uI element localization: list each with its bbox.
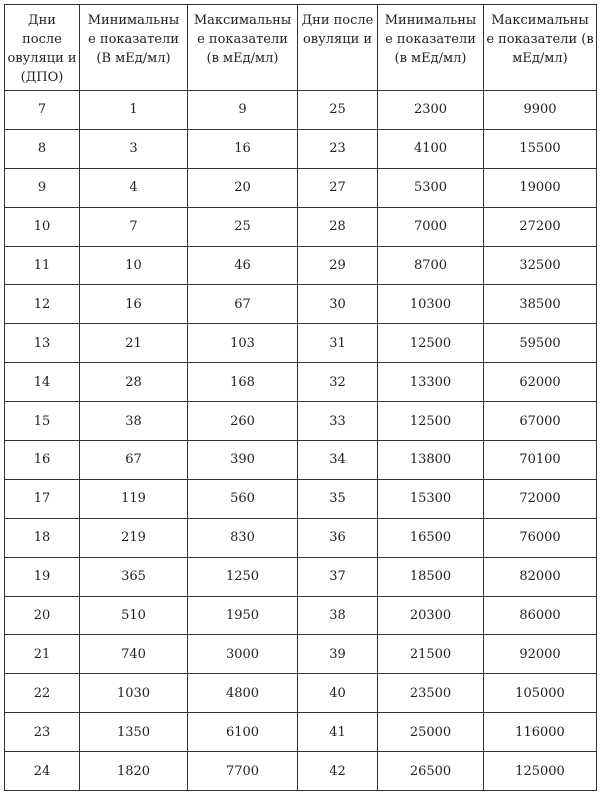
day-cell: 31 — [298, 324, 378, 363]
day-cell: 21 — [5, 635, 80, 674]
table-row — [5, 557, 597, 596]
max-cell: 20 — [188, 168, 298, 207]
max-cell: 70100 — [484, 441, 597, 480]
day-cell: 32 — [298, 363, 378, 402]
max-cell: 260 — [188, 402, 298, 441]
min-cell: 20300 — [378, 596, 484, 635]
max-cell: 62000 — [484, 363, 597, 402]
day-cell: 8 — [5, 129, 80, 168]
day-cell: 34 — [298, 441, 378, 480]
min-cell: 10300 — [378, 285, 484, 324]
table-row — [5, 713, 597, 752]
day-cell: 40 — [298, 674, 378, 713]
day-cell: 15 — [5, 402, 80, 441]
min-cell: 10 — [80, 246, 188, 285]
day-cell: 33 — [298, 402, 378, 441]
day-cell: 17 — [5, 479, 80, 518]
day-cell: 12 — [5, 285, 80, 324]
min-cell: 28 — [80, 363, 188, 402]
max-cell: 560 — [188, 479, 298, 518]
day-cell: 23 — [5, 713, 80, 752]
max-cell: 67000 — [484, 402, 597, 441]
min-cell: 25000 — [378, 713, 484, 752]
day-cell: 9 — [5, 168, 80, 207]
max-cell: 16 — [188, 129, 298, 168]
max-cell: 103 — [188, 324, 298, 363]
min-cell: 8700 — [378, 246, 484, 285]
header-max-2: Максимальны е показатели (в мЕд/мл) — [484, 5, 597, 91]
min-cell: 4 — [80, 168, 188, 207]
max-cell: 9 — [188, 91, 298, 130]
max-cell: 67 — [188, 285, 298, 324]
max-cell: 3000 — [188, 635, 298, 674]
min-cell: 16 — [80, 285, 188, 324]
day-cell: 11 — [5, 246, 80, 285]
table-row — [5, 635, 597, 674]
header-min-2: Минимальны е показатели (в мЕд/мл) — [378, 5, 484, 91]
min-cell: 1820 — [80, 752, 188, 791]
day-cell: 29 — [298, 246, 378, 285]
min-cell: 7 — [80, 207, 188, 246]
table-header — [5, 5, 597, 91]
day-cell: 7 — [5, 91, 80, 130]
max-cell: 116000 — [484, 713, 597, 752]
max-cell: 46 — [188, 246, 298, 285]
max-cell: 830 — [188, 518, 298, 557]
min-cell: 13300 — [378, 363, 484, 402]
day-cell: 16 — [5, 441, 80, 480]
max-cell: 9900 — [484, 91, 597, 130]
hcg-levels-table — [4, 4, 597, 791]
max-cell: 82000 — [484, 557, 597, 596]
day-cell: 35 — [298, 479, 378, 518]
header-days-2: Дни после овуляци и — [298, 5, 378, 91]
day-cell: 19 — [5, 557, 80, 596]
table-row — [5, 207, 597, 246]
table-row — [5, 518, 597, 557]
table-row — [5, 441, 597, 480]
min-cell: 16500 — [378, 518, 484, 557]
day-cell: 18 — [5, 518, 80, 557]
max-cell: 76000 — [484, 518, 597, 557]
max-cell: 390 — [188, 441, 298, 480]
min-cell: 3 — [80, 129, 188, 168]
max-cell: 59500 — [484, 324, 597, 363]
table-row — [5, 324, 597, 363]
max-cell: 92000 — [484, 635, 597, 674]
header-max-1: Максимальны е показатели (в мЕд/мл) — [188, 5, 298, 91]
day-cell: 25 — [298, 91, 378, 130]
max-cell: 1950 — [188, 596, 298, 635]
min-cell: 219 — [80, 518, 188, 557]
day-cell: 20 — [5, 596, 80, 635]
min-cell: 12500 — [378, 402, 484, 441]
min-cell: 21500 — [378, 635, 484, 674]
max-cell: 7700 — [188, 752, 298, 791]
max-cell: 105000 — [484, 674, 597, 713]
min-cell: 26500 — [378, 752, 484, 791]
table-row — [5, 285, 597, 324]
day-cell: 42 — [298, 752, 378, 791]
min-cell: 2300 — [378, 91, 484, 130]
min-cell: 15300 — [378, 479, 484, 518]
day-cell: 14 — [5, 363, 80, 402]
min-cell: 510 — [80, 596, 188, 635]
max-cell: 6100 — [188, 713, 298, 752]
min-cell: 740 — [80, 635, 188, 674]
max-cell: 25 — [188, 207, 298, 246]
max-cell: 38500 — [484, 285, 597, 324]
min-cell: 365 — [80, 557, 188, 596]
max-cell: 27200 — [484, 207, 597, 246]
max-cell: 86000 — [484, 596, 597, 635]
max-cell: 19000 — [484, 168, 597, 207]
max-cell: 168 — [188, 363, 298, 402]
table-row — [5, 479, 597, 518]
min-cell: 119 — [80, 479, 188, 518]
max-cell: 72000 — [484, 479, 597, 518]
day-cell: 41 — [298, 713, 378, 752]
table-row — [5, 129, 597, 168]
min-cell: 4100 — [378, 129, 484, 168]
table-row — [5, 246, 597, 285]
min-cell: 5300 — [378, 168, 484, 207]
min-cell: 1030 — [80, 674, 188, 713]
day-cell: 24 — [5, 752, 80, 791]
min-cell: 23500 — [378, 674, 484, 713]
min-cell: 67 — [80, 441, 188, 480]
max-cell: 125000 — [484, 752, 597, 791]
table-row — [5, 91, 597, 130]
min-cell: 13800 — [378, 441, 484, 480]
min-cell: 1350 — [80, 713, 188, 752]
table-body — [5, 91, 597, 791]
min-cell: 18500 — [378, 557, 484, 596]
max-cell: 1250 — [188, 557, 298, 596]
max-cell: 4800 — [188, 674, 298, 713]
day-cell: 13 — [5, 324, 80, 363]
day-cell: 23 — [298, 129, 378, 168]
day-cell: 38 — [298, 596, 378, 635]
min-cell: 7000 — [378, 207, 484, 246]
max-cell: 32500 — [484, 246, 597, 285]
min-cell: 12500 — [378, 324, 484, 363]
header-dpo: Дни после овуляци и (ДПО) — [5, 5, 80, 91]
header-min-1: Минимальны е показатели (В мЕд/мл) — [80, 5, 188, 91]
table-row — [5, 363, 597, 402]
day-cell: 37 — [298, 557, 378, 596]
day-cell: 22 — [5, 674, 80, 713]
table-row — [5, 402, 597, 441]
table-row — [5, 168, 597, 207]
table-row — [5, 596, 597, 635]
day-cell: 27 — [298, 168, 378, 207]
min-cell: 38 — [80, 402, 188, 441]
max-cell: 15500 — [484, 129, 597, 168]
min-cell: 21 — [80, 324, 188, 363]
table-row — [5, 752, 597, 791]
day-cell: 39 — [298, 635, 378, 674]
header-row — [5, 5, 597, 91]
table-row — [5, 674, 597, 713]
day-cell: 30 — [298, 285, 378, 324]
day-cell: 36 — [298, 518, 378, 557]
min-cell: 1 — [80, 91, 188, 130]
day-cell: 10 — [5, 207, 80, 246]
day-cell: 28 — [298, 207, 378, 246]
